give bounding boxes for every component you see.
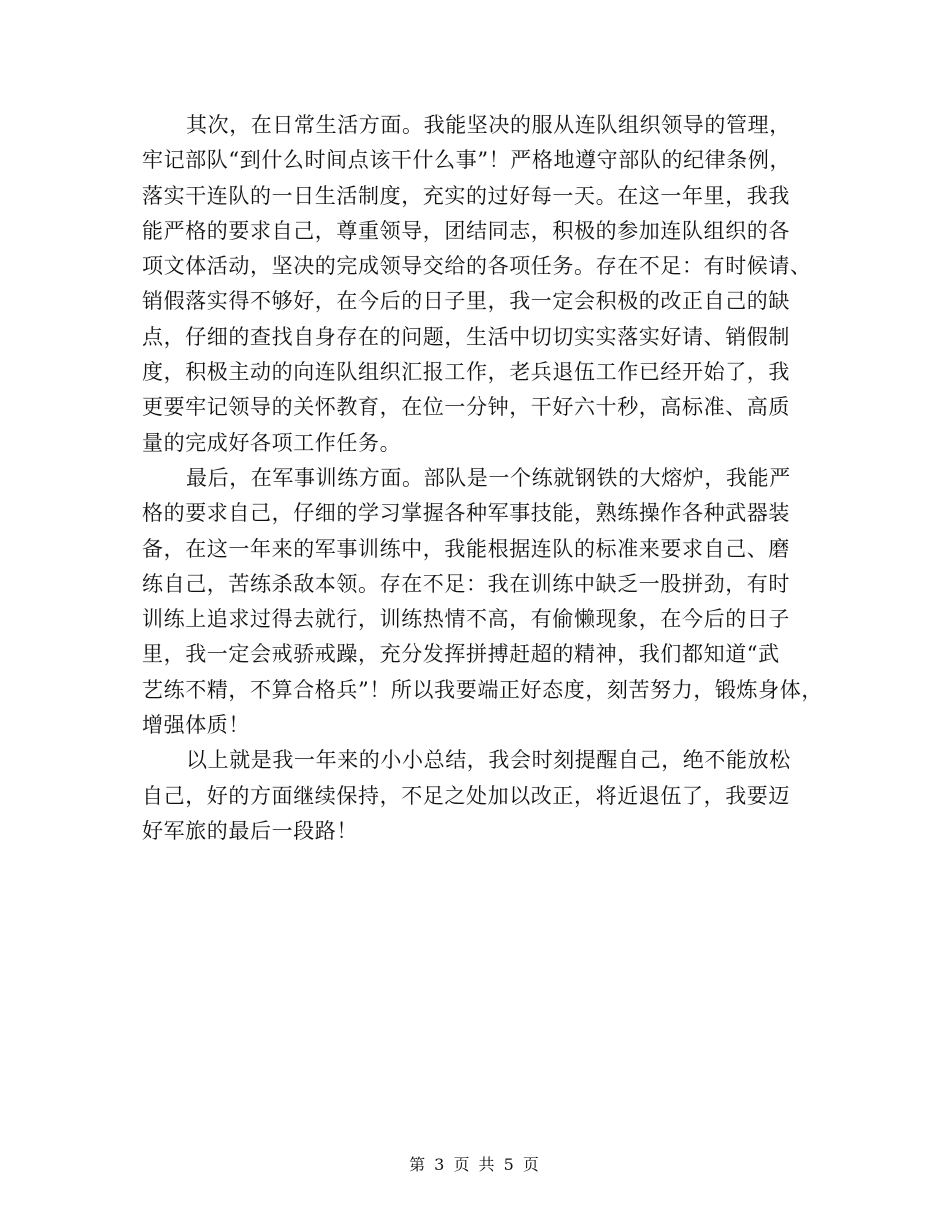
paragraph-military-training: [142, 461, 822, 743]
text-line: 练自己，苦练杀敌本领。存在不足：我在训练中缺乏一股拼劲，有时: [142, 571, 790, 596]
text-line: 更要牢记领导的关怀教育，在位一分钟，干好六十秒，高标准、高质: [142, 395, 790, 420]
text-line: 自己，好的方面继续保持，不足之处加以改正，将近退伍了，我要迈: [142, 783, 790, 808]
paragraph-conclusion: [142, 743, 822, 849]
text-line: 好军旅的最后一段路！: [142, 818, 358, 843]
text-line: 增强体质！: [142, 713, 250, 738]
text-line: 最后，在军事训练方面。部队是一个练就钢铁的大熔炉，我能严: [186, 465, 791, 490]
text-line: 训练上追求过得去就行，训练热情不高，有偷懒现象，在今后的日子: [142, 607, 790, 632]
text-line: 格的要求自己，仔细的学习掌握各种军事技能，熟练操作各种武器装: [142, 501, 790, 526]
text-line: 备，在这一年来的军事训练中，我能根据连队的标准来要求自己、磨: [142, 536, 790, 561]
text-line: 度，积极主动的向连队组织汇报工作，老兵退伍工作已经开始了，我: [142, 360, 790, 385]
text-line: 牢记部队“到什么时间点该干什么事”！严格地遵守部队的纪律条例，: [142, 148, 792, 173]
text-line: 落实干连队的一日生活制度，充实的过好每一天。在这一年里，我我: [142, 183, 790, 208]
text-line: 点，仔细的查找自身存在的问题，生活中切切实实落实好请、销假制: [142, 324, 790, 349]
paragraph-daily-life: [142, 108, 822, 461]
text-line: 其次，在日常生活方面。我能坚决的服从连队组织领导的管理，: [186, 113, 791, 137]
document-body: [142, 108, 822, 849]
text-line: 能严格的要求自己，尊重领导，团结同志，积极的参加连队组织的各: [142, 218, 790, 243]
text-line: 项文体活动，坚决的完成领导交给的各项任务。存在不足：有时候请、: [142, 254, 812, 279]
text-line: 量的完成好各项工作任务。: [142, 430, 402, 455]
text-line: 艺练不精，不算合格兵”！所以我要端正好态度，刻苦努力，锻炼身体，: [142, 677, 823, 702]
text-line: 以上就是我一年来的小小总结，我会时刻提醒自己，绝不能放松: [186, 748, 791, 773]
text-line: 里，我一定会戒骄戒躁，充分发挥拼搏赶超的精神，我们都知道“武: [142, 642, 780, 667]
page-number-footer: 第 3 页 共 5 页: [409, 1155, 541, 1174]
text-line: 销假落实得不够好，在今后的日子里，我一定会积极的改正自己的缺: [142, 289, 790, 314]
